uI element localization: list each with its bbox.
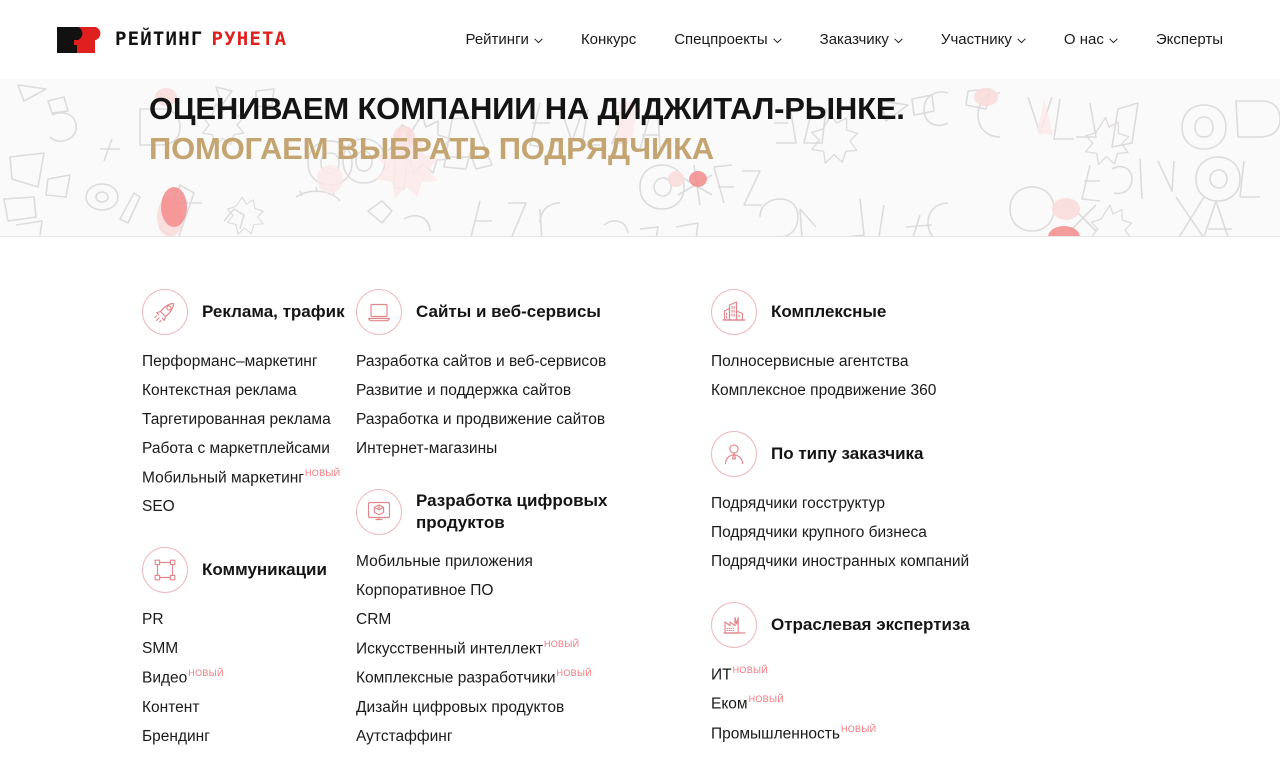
list-item — [356, 698, 711, 718]
category-link-list — [711, 352, 1111, 401]
category-group — [356, 489, 711, 747]
category-group-header[interactable] — [356, 289, 711, 335]
category-column-2 — [356, 289, 711, 777]
buildings-icon — [711, 289, 757, 335]
nav-item-label: Рейтинги — [465, 30, 529, 48]
category-group — [142, 547, 356, 746]
category-group — [711, 289, 1111, 401]
category-link[interactable]: SEO — [142, 498, 175, 516]
list-item — [142, 410, 356, 430]
category-group-header[interactable] — [356, 489, 711, 535]
nav-item-label: О нас — [1063, 30, 1104, 48]
status-badge-new: НОВЫЙ — [188, 668, 224, 679]
status-badge-new: НОВЫЙ — [840, 723, 877, 734]
category-link-list — [142, 610, 356, 746]
nav-item-6[interactable] — [1045, 25, 1137, 55]
list-item — [142, 468, 356, 488]
list-item — [356, 610, 711, 630]
list-item — [142, 668, 356, 688]
hero-headline-line2: ПОМОГАЕМ ВЫБРАТЬ ПОДРЯДЧИКА — [149, 130, 714, 166]
list-item — [142, 439, 356, 459]
category-group-title: Сайты и веб-сервисы — [416, 301, 601, 321]
category-link[interactable]: ИТ — [711, 666, 732, 684]
category-link[interactable]: Разработка и продвижение сайтов — [356, 411, 606, 428]
category-link[interactable]: PR — [142, 611, 164, 629]
list-item — [711, 694, 1111, 714]
category-group — [711, 431, 1111, 572]
category-link[interactable]: Интернет-магазины — [356, 440, 498, 457]
status-badge-new: НОВЫЙ — [556, 668, 592, 679]
chevron-down-icon — [534, 38, 543, 44]
list-item — [711, 523, 1111, 543]
nav-item-5[interactable] — [922, 25, 1045, 55]
logo-word-primary: РЕЙТИНГ — [115, 28, 204, 50]
category-group-title: Коммуникации — [202, 560, 327, 580]
list-item — [356, 668, 711, 688]
category-group-header[interactable] — [711, 289, 1111, 335]
category-link[interactable]: Видео — [142, 669, 188, 687]
list-item — [142, 381, 356, 401]
category-link[interactable]: Брендинг — [142, 727, 210, 745]
category-link-list — [356, 552, 711, 747]
category-link[interactable]: Мобильные приложения — [356, 553, 533, 570]
category-link[interactable]: Комплексные разработчики — [356, 669, 556, 687]
list-item — [356, 410, 711, 430]
hero-headline-line1: ОЦЕНИВАЕМ КОМПАНИИ НА ДИДЖИТАЛ-РЫНКЕ. — [149, 91, 905, 126]
nav-item-7[interactable] — [1137, 25, 1242, 55]
nav-item-2[interactable] — [562, 25, 655, 55]
chevron-down-icon — [773, 38, 782, 44]
categories-mega-menu — [0, 237, 1280, 779]
nav-item-label: Конкурс — [580, 30, 637, 48]
category-link-list — [142, 352, 356, 517]
category-group-title: Разработка цифровых продуктов — [416, 490, 608, 532]
category-link[interactable]: Еком — [711, 695, 748, 713]
list-item — [142, 352, 356, 372]
category-group-title: Реклама, трафик — [202, 301, 345, 321]
status-badge-new: НОВЫЙ — [732, 665, 769, 675]
category-link-list — [711, 494, 1111, 572]
monitor-box-icon — [356, 489, 402, 535]
category-link[interactable]: Подрядчики крупного бизнеса — [711, 524, 927, 541]
list-item — [711, 724, 1111, 744]
laptop-icon — [356, 289, 402, 335]
category-link[interactable]: Работа с маркетплейсами — [142, 440, 330, 457]
list-item — [356, 552, 711, 572]
category-group — [711, 602, 1111, 744]
list-item — [711, 552, 1111, 572]
list-item — [142, 610, 356, 630]
category-column-1 — [0, 289, 356, 777]
category-link[interactable]: Подрядчики госструктур — [711, 495, 885, 512]
list-item — [142, 727, 356, 747]
category-link[interactable]: SMM — [142, 640, 179, 658]
list-item — [142, 497, 356, 517]
person-icon — [711, 431, 757, 477]
list-item — [356, 352, 711, 372]
status-badge-new: НОВЫЙ — [543, 639, 580, 649]
categories-grid — [0, 237, 1280, 777]
main-navigation — [446, 25, 1242, 55]
category-link[interactable]: CRM — [356, 611, 392, 628]
chevron-down-icon — [894, 38, 903, 44]
category-link[interactable]: Развитие и поддержка сайтов — [356, 382, 572, 399]
category-link[interactable]: Комплексное продвижение 360 — [711, 382, 937, 399]
site-logo[interactable] — [57, 27, 287, 53]
nav-item-label: Участнику — [940, 30, 1012, 48]
nav-item-1[interactable] — [446, 25, 561, 55]
list-item — [142, 698, 356, 718]
list-item — [356, 581, 711, 601]
category-link[interactable]: Корпоративное ПО — [356, 582, 494, 599]
list-item — [711, 381, 1111, 401]
category-group-header[interactable] — [142, 547, 356, 593]
list-item — [356, 639, 711, 659]
category-group-header[interactable] — [142, 289, 356, 335]
nav-item-3[interactable] — [655, 25, 800, 55]
nav-item-label: Эксперты — [1155, 30, 1223, 48]
status-badge-new: НОВЫЙ — [304, 468, 341, 478]
list-item — [711, 352, 1111, 372]
category-link[interactable]: Подрядчики иностранных компаний — [711, 553, 970, 570]
category-link[interactable]: Дизайн цифровых продуктов — [356, 698, 565, 716]
category-link[interactable]: Таргетированная реклама — [142, 411, 331, 428]
list-item — [142, 639, 356, 659]
category-link[interactable]: Искусственный интеллект — [356, 640, 543, 658]
list-item — [711, 665, 1111, 685]
category-link[interactable]: Мобильный маркетинг — [142, 469, 304, 487]
category-group-header[interactable] — [711, 602, 1111, 648]
category-group-header[interactable] — [711, 431, 1111, 477]
rocket-icon — [142, 289, 188, 335]
list-item — [711, 494, 1111, 514]
list-item — [356, 439, 711, 459]
site-header — [0, 0, 1280, 79]
category-group-title: По типу заказчика — [771, 443, 924, 463]
category-group-title: Комплексные — [771, 301, 887, 321]
nav-item-label: Заказчику — [819, 30, 889, 48]
category-link-list — [356, 352, 711, 459]
category-link-list — [711, 665, 1111, 744]
logo-word-secondary: РУНЕТА — [211, 28, 288, 50]
category-column-3 — [711, 289, 1111, 777]
category-link[interactable]: Промышленность — [711, 724, 840, 742]
nav-item-label: Спецпроекты — [674, 30, 768, 48]
hero-banner — [0, 79, 1280, 237]
category-link[interactable]: Разработка сайтов и веб-сервисов — [356, 353, 607, 370]
list-item — [356, 381, 711, 401]
category-link[interactable]: Аутстаффинг — [356, 727, 453, 745]
selection-frame-icon — [142, 547, 188, 593]
category-link[interactable]: Перформанс–маркетинг — [142, 353, 318, 370]
nav-item-4[interactable] — [801, 25, 922, 55]
chevron-down-icon — [1109, 38, 1118, 44]
factory-icon — [711, 602, 757, 648]
category-group-title: Отраслевая экспертиза — [771, 614, 970, 634]
category-group — [142, 289, 356, 517]
list-item — [356, 727, 711, 747]
category-link[interactable]: Контент — [142, 698, 200, 716]
category-link[interactable]: Контекстная реклама — [142, 382, 297, 399]
status-badge-new: НОВЫЙ — [748, 694, 785, 705]
chevron-down-icon — [1017, 38, 1026, 44]
rating-runeta-logo-icon — [57, 27, 103, 53]
hero-text — [0, 79, 1280, 168]
category-group — [356, 289, 711, 459]
category-link[interactable]: Полносервисные агентства — [711, 353, 909, 370]
